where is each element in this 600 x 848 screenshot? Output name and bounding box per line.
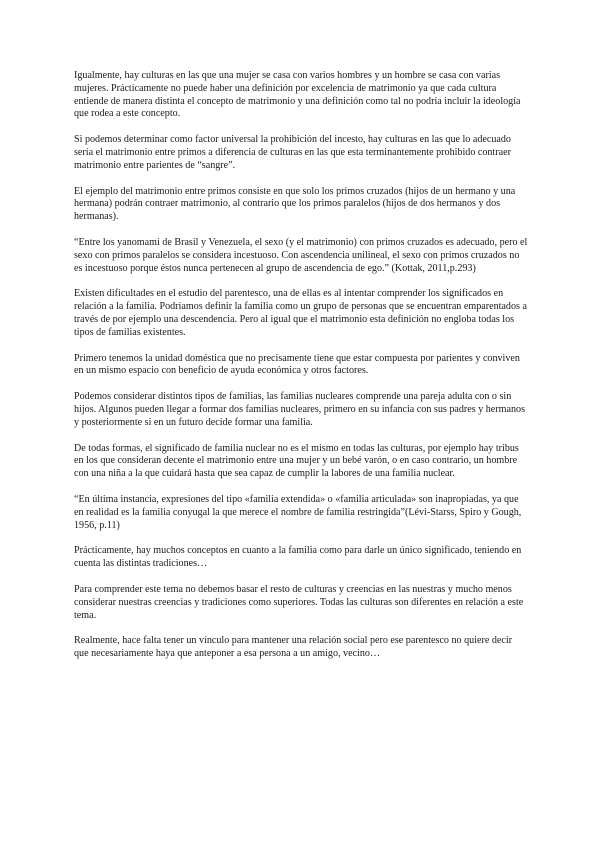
paragraph-11: Para comprender este tema no debemos basar el resto de culturas y creencias en las nuestras y mucho menos considerar nuestras creencias y tradiciones como superiores. Todas las culturas son diferentes en relación a este tema. xyxy=(74,583,524,621)
quote-kottak: “Entre los yanomami de Brasil y Venezuela, el sexo (y el matrimonio) con primos cruzados es adecuado, pero el sexo con primos paralelos se considera incestuoso. Con ascendencia unilineal, el sexo con primos cruzados no es incestuoso porque éstos nunca pertenecen al grupo de ascendencia de ego.” (Kottak, 2011,p.293) xyxy=(74,236,528,274)
quote-levi-strauss: “En última instancia, expresiones del tipo «familia extendida» o «familia articulada» son inapropiadas, ya que en realidad es la familia conyugal la que merece el nombre de familia restringida”(Lévi-Starss, Spiro y Gough, 1956, p.11) xyxy=(74,493,522,531)
paragraph-1: Igualmente, hay culturas en las que una mujer se casa con varios hombres y un hombre se casa con varias mujeres. Prácticamente no puede haber una definición por excelencia de matrimonio ya que cada cultura entiende de manera distinta el concepto de matrimonio y una definición como tal no podría incluir la ideología que rodea a este concepto. xyxy=(74,70,521,120)
paragraph-12: Realmente, hace falta tener un vínculo para mantener una relación social pero ese parentesco no quiere decir que necesariamente haya que anteponer a esa persona a un amigo, vecino… xyxy=(74,635,513,660)
document-body xyxy=(74,70,529,674)
paragraph-8: De todas formas, el significado de familia nuclear no es el mismo en todas las culturas, por ejemplo hay tribus en los que consideran decente el matrimonio entre una mujer y un bebé varón, o en caso contrario, un hombre con una niña a la que cuidará hasta que sea capaz de cumplir la labores de una familia nuclear. xyxy=(74,442,519,480)
paragraph-2: Si podemos determinar como factor universal la prohibición del incesto, hay culturas en las que lo adecuado sería el matrimonio entre primos a diferencia de culturas en las que esta terminantemente prohibido contraer matrimonio entre parientes de “sangre”. xyxy=(74,134,511,171)
paragraph-3: El ejemplo del matrimonio entre primos consiste en que solo los primos cruzados (hijos de un hermano y una hermana) podrán contraer matrimonio, al contrario que los primos paralelos (hijos de dos hermanos y dos hermanas). xyxy=(74,185,516,223)
paragraph-10: Prácticamente, hay muchos conceptos en cuanto a la familia como para darle un único significado, teniendo en cuenta las distintas tradiciones… xyxy=(74,545,522,570)
paragraph-5: Existen dificultades en el estudio del parentesco, una de ellas es al intentar comprender los significados en relación a la familia. Podríamos definir la familia como un grupo de personas que se encuentran emparentados a través de por ejemplo una descendencia. Pero al igual que el matrimonio esta definición no engloba todas los tipos de familias existentes. xyxy=(74,288,527,338)
paragraph-6: Primero tenemos la unidad doméstica que no precisamente tiene que estar compuesta por parientes y conviven en un mismo espacio con beneficio de ayuda económica y otros factores. xyxy=(74,352,520,377)
paragraph-7: Podemos considerar distintos tipos de familias, las familias nucleares comprende una pareja adulta con o sin hijos. Algunos pueden llegar a formar dos familias nucleares, primero en su infancia con sus padres y hermanos y posteriormente si en un futuro decide formar una familia. xyxy=(74,391,526,428)
